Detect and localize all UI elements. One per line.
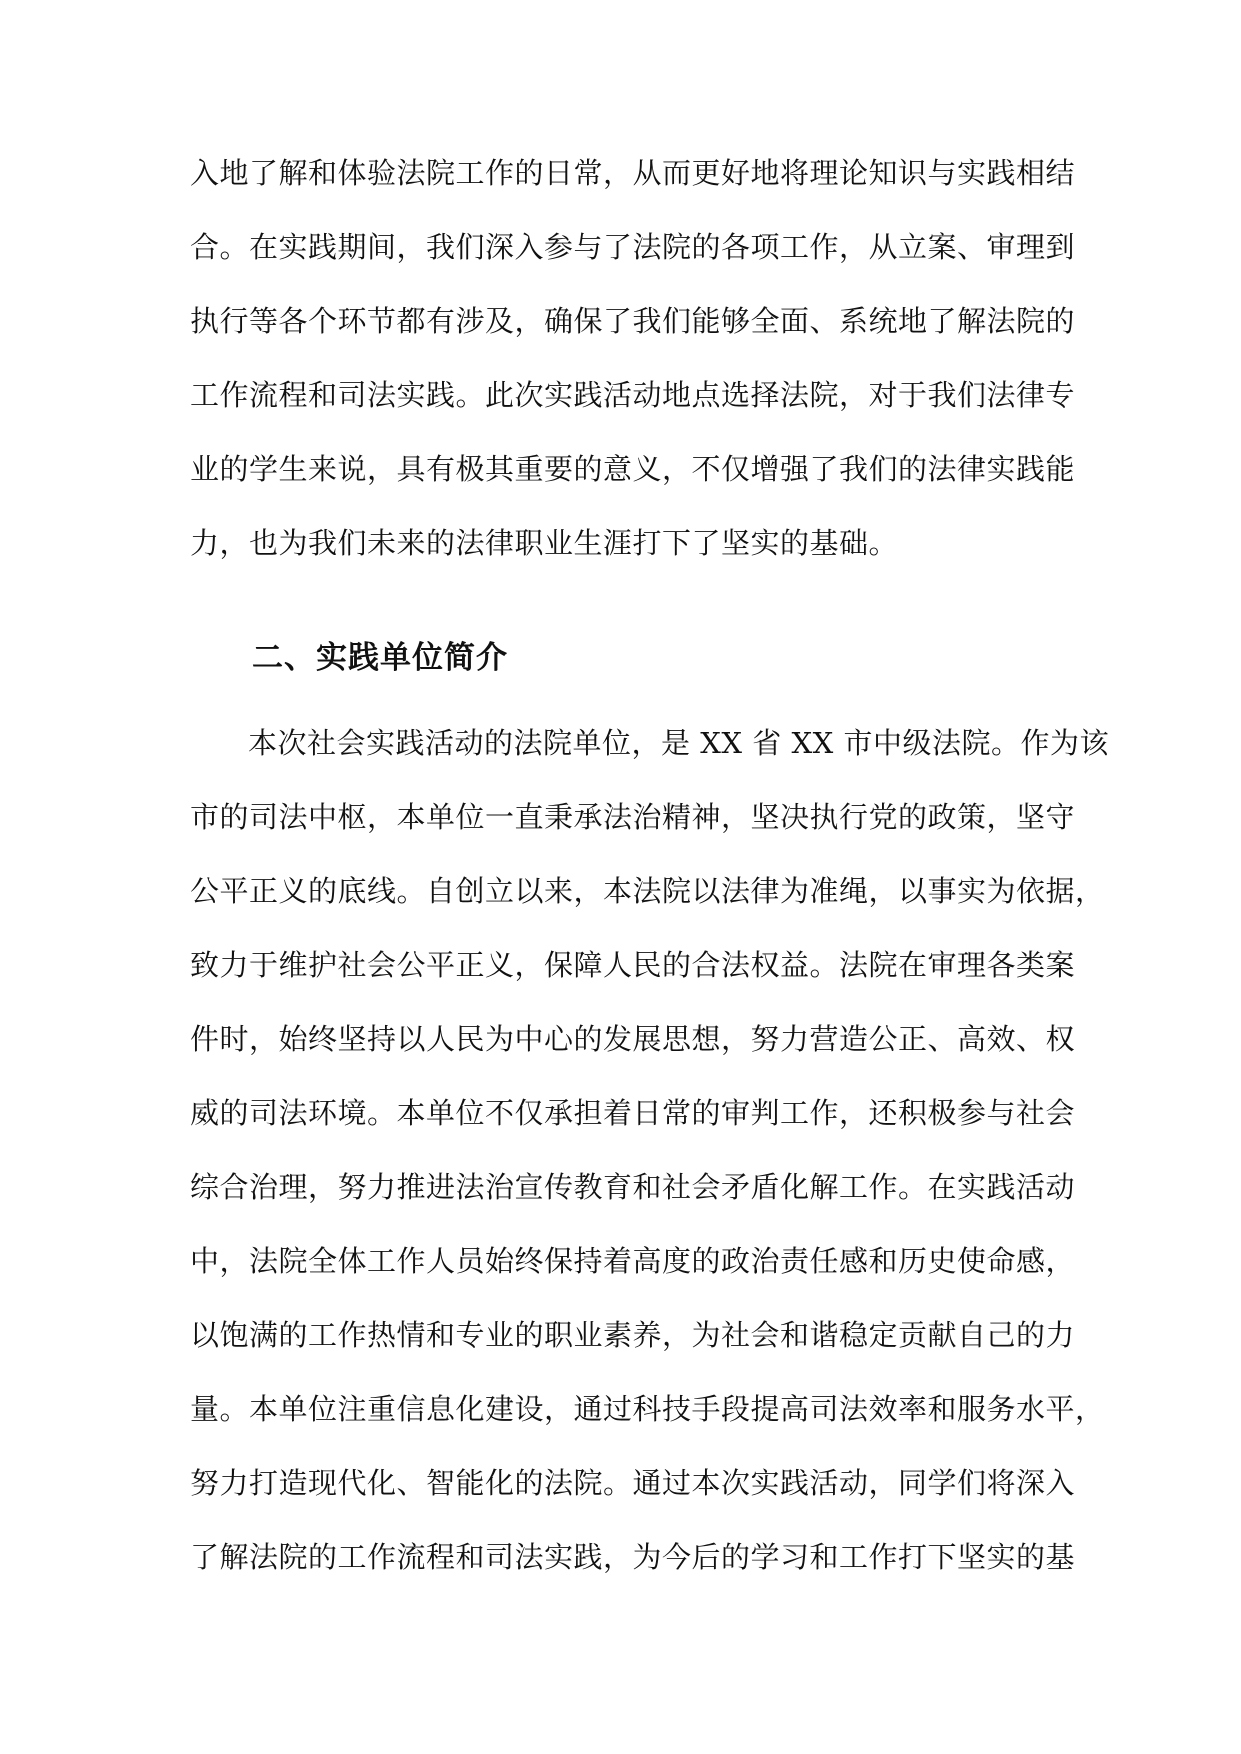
paragraph-line: 执行等各个环节都有涉及，确保了我们能够全面、系统地了解法院的 [190, 304, 1076, 338]
paragraph-line: 中，法院全体工作人员始终保持着高度的政治责任感和历史使命感， [190, 1244, 1076, 1278]
paragraph-line: 以饱满的工作热情和专业的职业素养，为社会和谐稳定贡献自己的力 [190, 1318, 1076, 1352]
paragraph-line: 合。在实践期间，我们深入参与了法院的各项工作，从立案、审理到 [190, 230, 1076, 264]
paragraph-line: 入地了解和体验法院工作的日常，从而更好地将理论知识与实践相结 [190, 156, 1076, 190]
paragraph-line: 件时，始终坚持以人民为中心的发展思想，努力营造公正、高效、权 [190, 1022, 1076, 1056]
section-heading: 二、实践单位简介 [252, 640, 508, 676]
paragraph-practice-overview [190, 136, 1076, 580]
paragraph-line: 力，也为我们未来的法律职业生涯打下了坚实的基础。 [190, 526, 899, 560]
paragraph-line: 了解法院的工作流程和司法实践，为今后的学习和工作打下坚实的基 [190, 1540, 1076, 1574]
paragraph-line: 综合治理，努力推进法治宣传教育和社会矛盾化解工作。在实践活动 [190, 1170, 1076, 1204]
paragraph-line: 努力打造现代化、智能化的法院。通过本次实践活动，同学们将深入 [190, 1466, 1076, 1500]
paragraph-line: 业的学生来说，具有极其重要的意义，不仅增强了我们的法律实践能 [190, 452, 1076, 486]
paragraph-line: 市的司法中枢，本单位一直秉承法治精神，坚决执行党的政策，坚守 [190, 800, 1076, 834]
paragraph-line: 工作流程和司法实践。此次实践活动地点选择法院，对于我们法律专 [190, 378, 1076, 412]
paragraph-line: 本次社会实践活动的法院单位，是 XX 省 XX 市中级法院。作为该 [248, 726, 1109, 760]
paragraph-unit-introduction [190, 706, 1109, 1594]
paragraph-line: 威的司法环境。本单位不仅承担着日常的审判工作，还积极参与社会 [190, 1096, 1076, 1130]
paragraph-line: 公平正义的底线。自创立以来，本法院以法律为准绳，以事实为依据， [190, 874, 1105, 908]
paragraph-line: 致力于维护社会公平正义，保障人民的合法权益。法院在审理各类案 [190, 948, 1076, 982]
paragraph-line: 量。本单位注重信息化建设，通过科技手段提高司法效率和服务水平， [190, 1392, 1105, 1426]
